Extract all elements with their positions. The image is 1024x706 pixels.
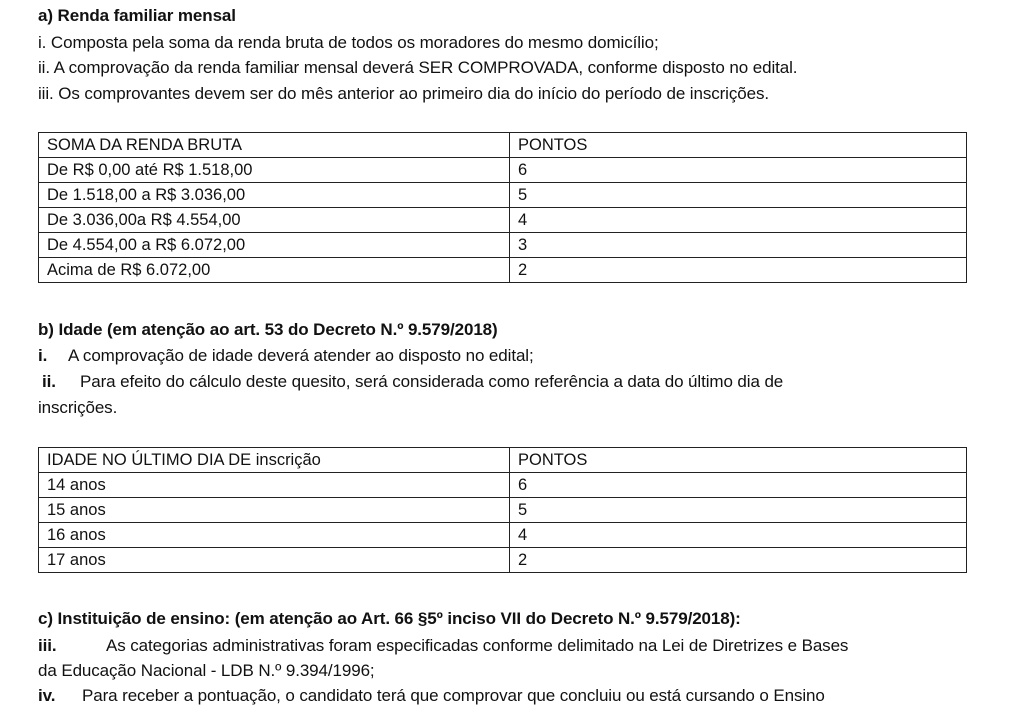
table-cell: 2 — [510, 548, 967, 573]
section-c-item-iv-cut — [38, 686, 825, 706]
table-cell: 2 — [510, 258, 967, 283]
table-cell: 17 anos — [39, 548, 510, 573]
item-text: As categorias administrativas foram especificadas conforme delimitado na Lei de Diretrizes e Bases — [106, 636, 849, 655]
item-number: iv. — [38, 686, 56, 705]
table-cell: 5 — [510, 183, 967, 208]
table-row — [39, 523, 967, 548]
table-header-cell: SOMA DA RENDA BRUTA — [39, 133, 510, 158]
section-c-item-iii-continuation: da Educação Nacional - LDB N.º 9.394/1996; — [38, 661, 375, 680]
table-header-cell: PONTOS — [510, 133, 967, 158]
item-number: i. — [38, 346, 48, 365]
table-row — [39, 233, 967, 258]
item-number: ii. — [42, 372, 56, 391]
table-header-cell: PONTOS — [510, 448, 967, 473]
table-cell: De 3.036,00a R$ 4.554,00 — [39, 208, 510, 233]
table-cell: De 4.554,00 a R$ 6.072,00 — [39, 233, 510, 258]
section-a-item-3: iii. Os comprovantes devem ser do mês anterior ao primeiro dia do início do período de inscrições. — [38, 84, 769, 103]
section-a-heading: a) Renda familiar mensal — [38, 6, 236, 25]
table-row — [39, 158, 967, 183]
table-cell: 14 anos — [39, 473, 510, 498]
section-a-item-2: ii. A comprovação da renda familiar mensal deverá SER COMPROVADA, conforme disposto no edital. — [38, 58, 798, 77]
table-cell: 4 — [510, 208, 967, 233]
item-text: Para receber a pontuação, o candidato terá que comprovar que concluiu ou está cursando o Ensino — [82, 686, 825, 705]
table-cell: De 1.518,00 a R$ 3.036,00 — [39, 183, 510, 208]
table-cell: 3 — [510, 233, 967, 258]
table-cell: 16 anos — [39, 523, 510, 548]
section-a-item-1: i. Composta pela soma da renda bruta de todos os moradores do mesmo domicílio; — [38, 33, 659, 52]
table-row — [39, 208, 967, 233]
table-row — [39, 473, 967, 498]
table-header-row — [39, 448, 967, 473]
age-points-table — [38, 447, 967, 573]
table-header-cell: IDADE NO ÚLTIMO DIA DE inscrição — [39, 448, 510, 473]
table-cell: 5 — [510, 498, 967, 523]
section-b-item-1 — [38, 346, 534, 366]
section-b-item-2-continuation: inscrições. — [38, 398, 118, 417]
section-b-item-2 — [42, 372, 783, 392]
table-row — [39, 183, 967, 208]
section-c-item-iii — [38, 636, 848, 656]
table-row — [39, 498, 967, 523]
income-points-table — [38, 132, 967, 283]
table-cell: 4 — [510, 523, 967, 548]
table-header-row — [39, 133, 967, 158]
table-cell: 6 — [510, 158, 967, 183]
section-c-heading: c) Instituição de ensino: (em atenção ao Art. 66 §5º inciso VII do Decreto N.º 9.579/2018): — [38, 609, 741, 628]
table-row — [39, 548, 967, 573]
section-b-heading: b) Idade (em atenção ao art. 53 do Decreto N.º 9.579/2018) — [38, 320, 498, 339]
item-text: Para efeito do cálculo deste quesito, será considerada como referência a data do último dia de — [80, 372, 784, 391]
table-cell: De R$ 0,00 até R$ 1.518,00 — [39, 158, 510, 183]
table-cell: 6 — [510, 473, 967, 498]
table-cell: Acima de R$ 6.072,00 — [39, 258, 510, 283]
item-text: A comprovação de idade deverá atender ao disposto no edital; — [68, 346, 534, 365]
item-number: iii. — [38, 636, 57, 655]
table-cell: 15 anos — [39, 498, 510, 523]
table-row — [39, 258, 967, 283]
